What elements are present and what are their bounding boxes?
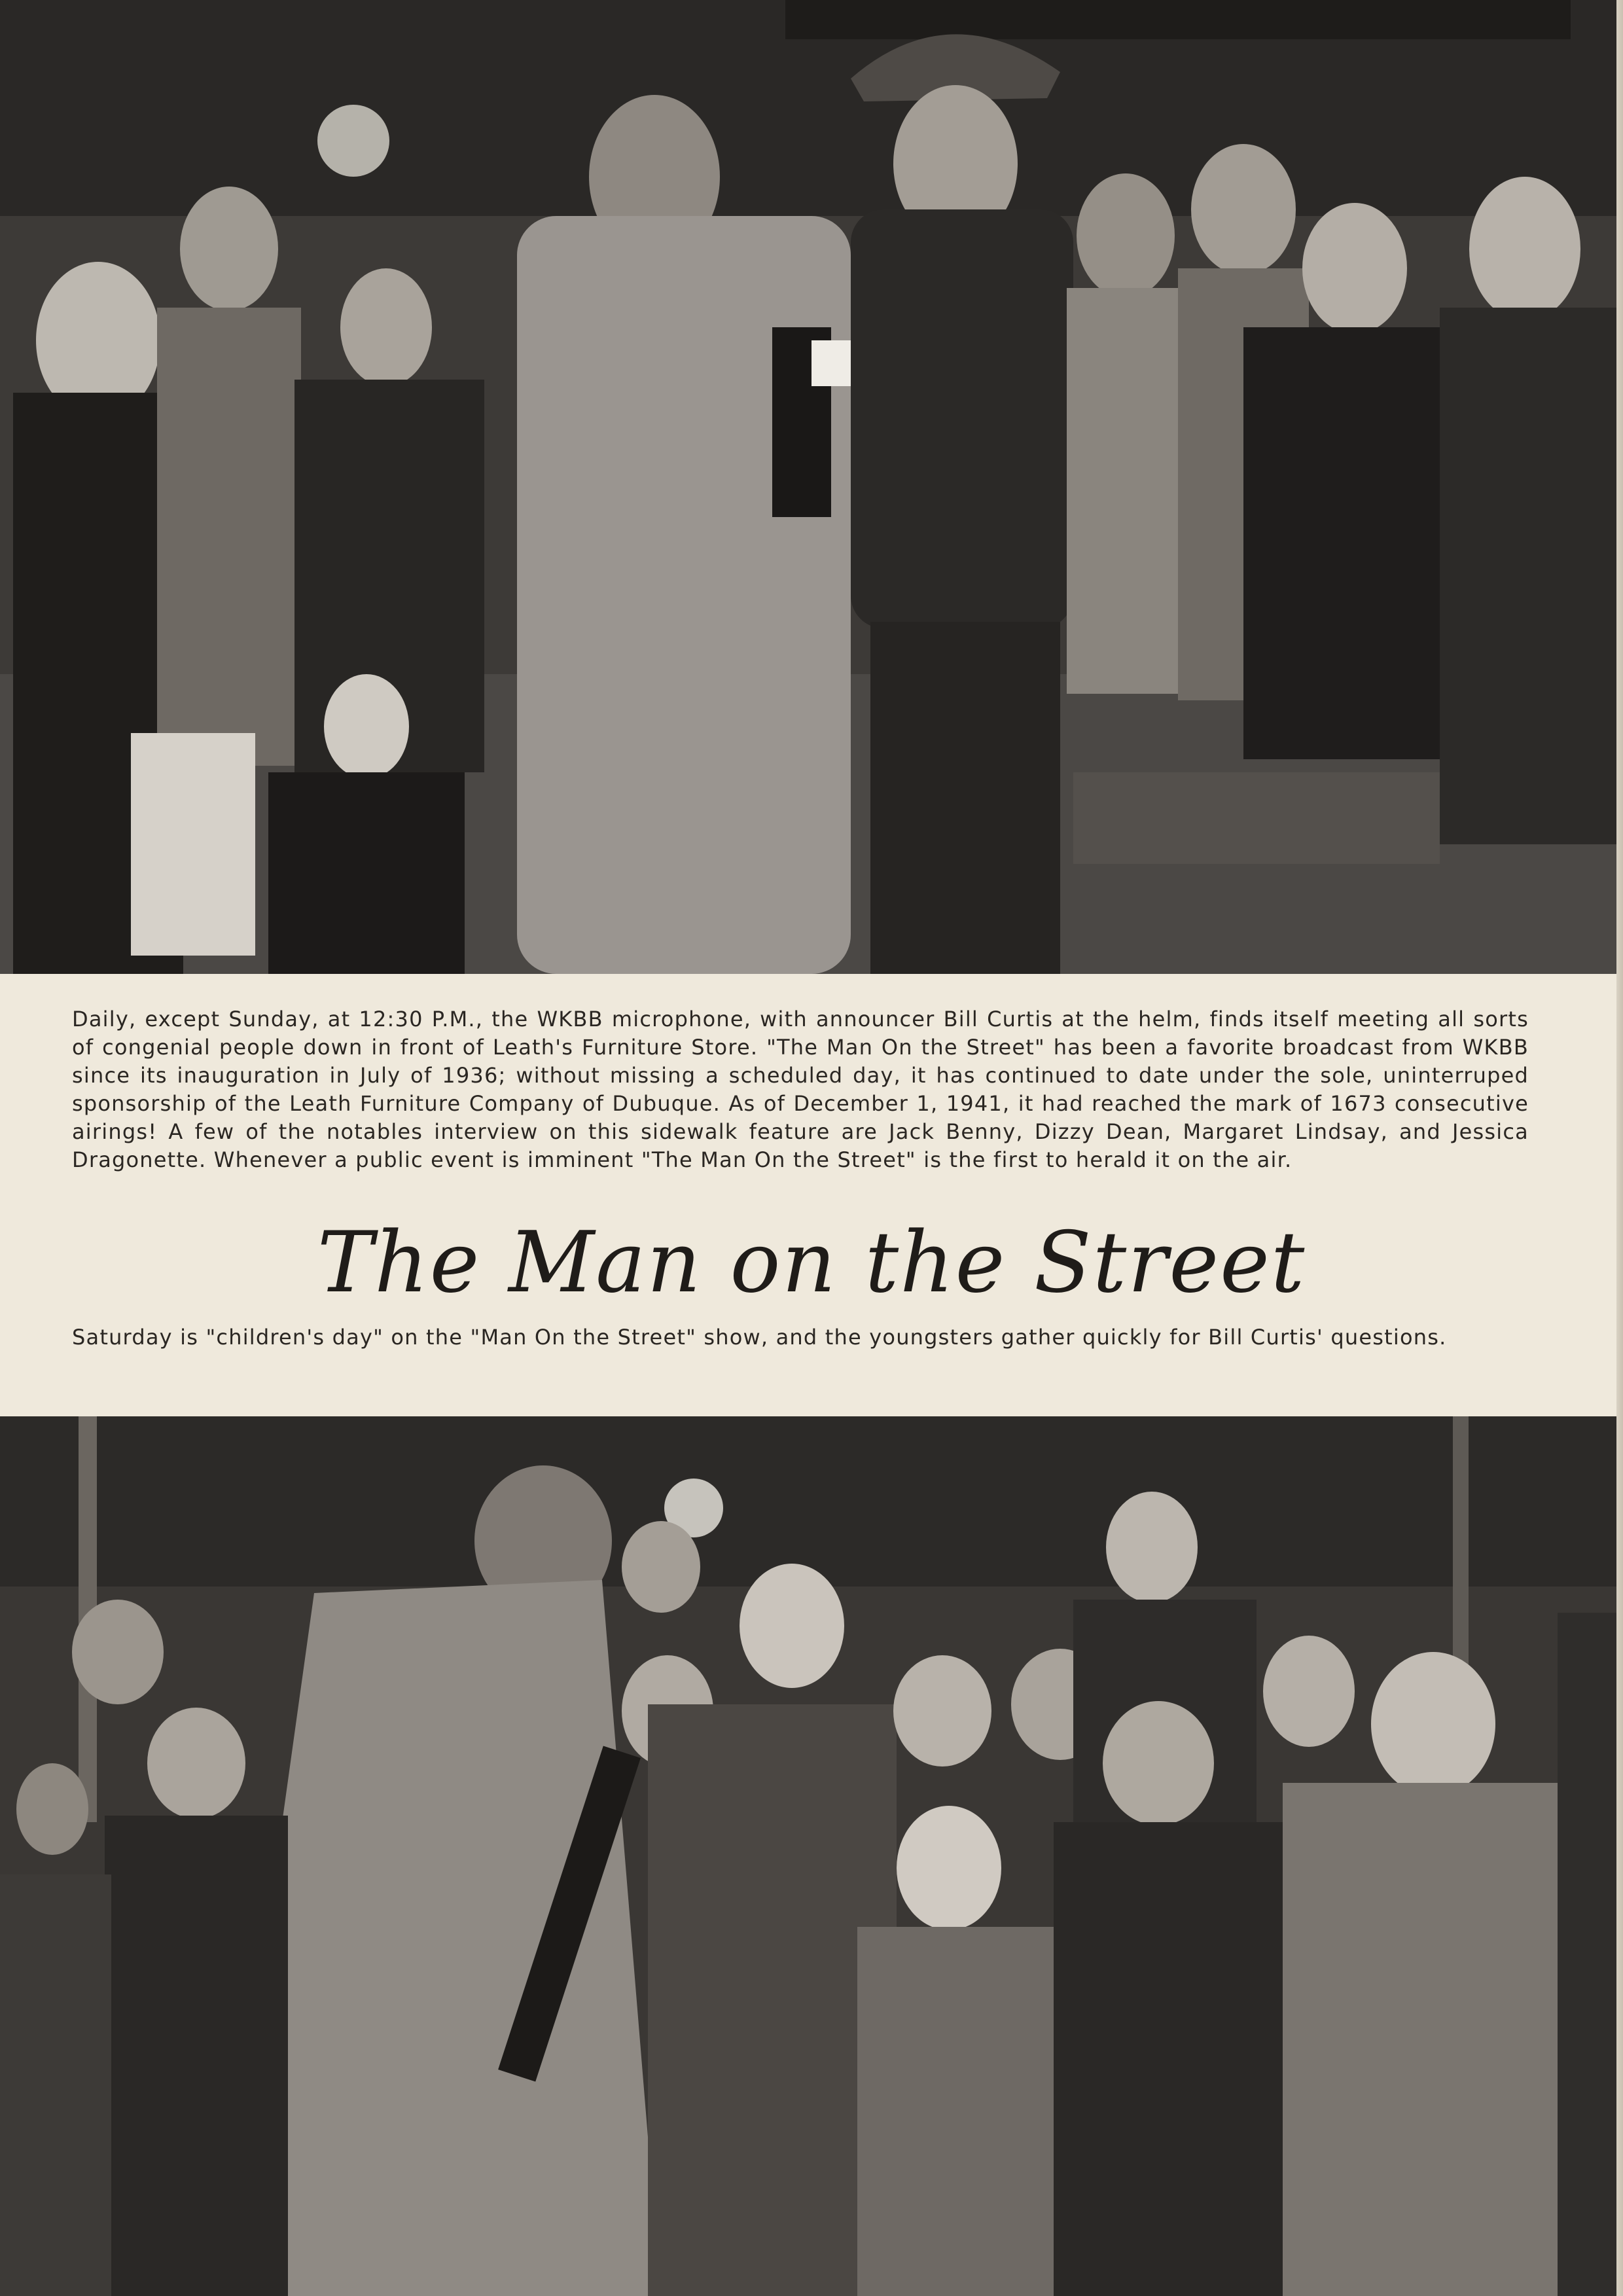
- page-title: The Man on the Street: [317, 1214, 1306, 1312]
- photo-caption-children-day: Saturday is "children's day" on the "Man On the Street" show, and the youngsters gather quickly for Bill Curtis' questions.: [72, 1325, 1447, 1350]
- photo-scene-bottom: [0, 1416, 1623, 2296]
- announcer-interview-photo: [0, 0, 1623, 974]
- page-edge: [1616, 0, 1623, 2296]
- photo-scene-top: [0, 0, 1623, 974]
- article-body-text: Daily, except Sunday, at 12:30 P.M., the WKBB microphone, with announcer Bill Curtis at the helm, finds itself meeting all sorts of congenial people down in front of Leath's Furniture Store. "The Man On the Street" has been a favorite broadcast from WKBB since its inauguration in July of 1936; without missing a scheduled day, it has continued to date under the sole, uninterruped sponsorship of the Leath Furniture Company of Dubuque. As of December 1, 1941, it had reached the mark of 1673 consecutive airings! A few of the notables interview on this sidewalk feature are Jack Benny, Dizzy Dean, Margaret Lindsay, and Jessica Dragonette. Whenever a public event is imminent "The Man On the Street" is the first to herald it on the air.: [72, 1007, 1529, 1172]
- children-day-photo: [0, 1416, 1623, 2296]
